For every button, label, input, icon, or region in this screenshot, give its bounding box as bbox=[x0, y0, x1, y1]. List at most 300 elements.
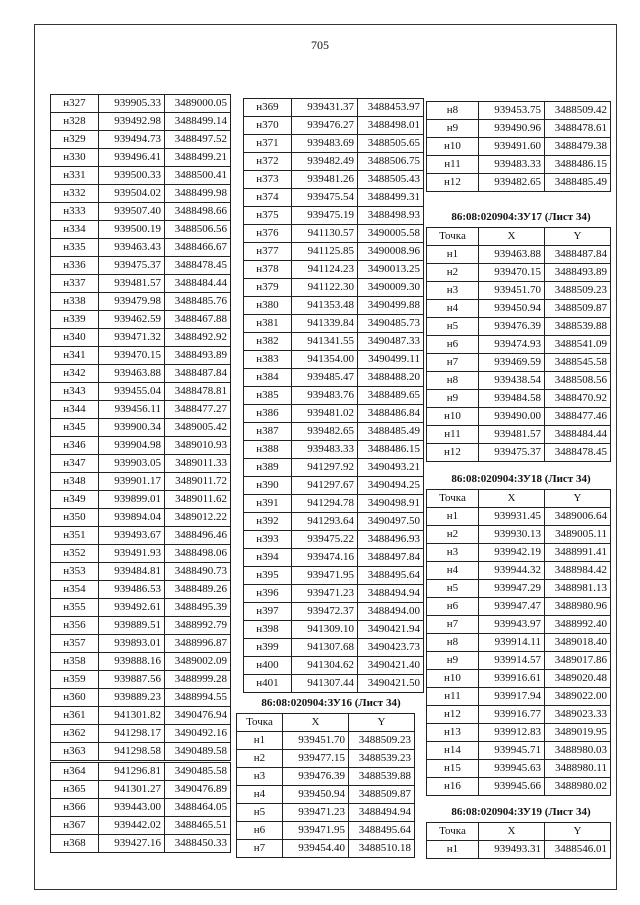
table-row bbox=[427, 526, 611, 544]
table-row bbox=[427, 652, 611, 670]
x-value: 939931.45 bbox=[479, 508, 545, 526]
zu16-header-point: Точка bbox=[237, 714, 283, 732]
point-label: н398 bbox=[244, 621, 292, 639]
point-label: н329 bbox=[51, 131, 99, 149]
y-value: 3488980.02 bbox=[545, 778, 611, 796]
table-row bbox=[237, 786, 415, 804]
x-value: 939456.11 bbox=[99, 401, 165, 419]
y-value: 3489018.40 bbox=[545, 634, 611, 652]
point-label: н14 bbox=[427, 742, 479, 760]
table-row bbox=[51, 437, 231, 455]
y-value: 3488478.45 bbox=[545, 444, 611, 462]
point-label: н6 bbox=[237, 822, 283, 840]
table-row bbox=[237, 840, 415, 858]
x-value: 941353.48 bbox=[292, 297, 358, 315]
point-label: н3 bbox=[427, 282, 479, 300]
table-row bbox=[237, 822, 415, 840]
point-label: н372 bbox=[244, 153, 292, 171]
y-value: 3488496.46 bbox=[165, 527, 231, 545]
x-value: 939500.19 bbox=[99, 221, 165, 239]
x-value: 941125.85 bbox=[292, 243, 358, 261]
table-row bbox=[51, 185, 231, 203]
table-row bbox=[51, 401, 231, 419]
x-value: 941294.78 bbox=[292, 495, 358, 513]
point-label: н386 bbox=[244, 405, 292, 423]
table-row bbox=[51, 617, 231, 635]
y-value: 3488980.96 bbox=[545, 598, 611, 616]
y-value: 3490487.33 bbox=[358, 333, 424, 351]
point-label: н343 bbox=[51, 383, 99, 401]
point-label: н395 bbox=[244, 567, 292, 585]
point-label: н370 bbox=[244, 117, 292, 135]
point-label: н376 bbox=[244, 225, 292, 243]
point-label: н354 bbox=[51, 581, 99, 599]
x-value: 939476.39 bbox=[479, 318, 545, 336]
point-label: н375 bbox=[244, 207, 292, 225]
table-row bbox=[427, 444, 611, 462]
table-row bbox=[244, 477, 424, 495]
table-row bbox=[427, 508, 611, 526]
x-value: 939493.31 bbox=[479, 841, 545, 859]
table-row bbox=[244, 495, 424, 513]
point-label: н359 bbox=[51, 671, 99, 689]
x-value: 941297.92 bbox=[292, 459, 358, 477]
table-row bbox=[244, 333, 424, 351]
point-label: н351 bbox=[51, 527, 99, 545]
y-value: 3488488.20 bbox=[358, 369, 424, 387]
point-label: н358 bbox=[51, 653, 99, 671]
x-value: 939504.02 bbox=[99, 185, 165, 203]
table-row bbox=[427, 688, 611, 706]
table-row bbox=[427, 724, 611, 742]
x-value: 939486.53 bbox=[99, 581, 165, 599]
table-row bbox=[51, 835, 231, 853]
point-label: н347 bbox=[51, 455, 99, 473]
table-row bbox=[51, 95, 231, 113]
table-row bbox=[51, 257, 231, 275]
y-value: 3488486.15 bbox=[358, 441, 424, 459]
y-value: 3488479.38 bbox=[545, 138, 611, 156]
y-value: 3489017.86 bbox=[545, 652, 611, 670]
x-value: 939914.57 bbox=[479, 652, 545, 670]
y-value: 3489006.64 bbox=[545, 508, 611, 526]
table-row bbox=[244, 243, 424, 261]
table-row bbox=[51, 383, 231, 401]
table-row bbox=[51, 725, 231, 743]
point-label: н12 bbox=[427, 706, 479, 724]
point-label: н394 bbox=[244, 549, 292, 567]
y-value: 3488539.88 bbox=[545, 318, 611, 336]
point-label: н11 bbox=[427, 426, 479, 444]
point-label: н3 bbox=[237, 768, 283, 786]
table-row bbox=[427, 390, 611, 408]
y-value: 3488539.88 bbox=[349, 768, 415, 786]
table-row bbox=[427, 300, 611, 318]
table-row bbox=[51, 599, 231, 617]
x-value: 939463.88 bbox=[99, 365, 165, 383]
y-value: 3489019.95 bbox=[545, 724, 611, 742]
x-value: 941301.27 bbox=[99, 781, 165, 799]
point-label: н344 bbox=[51, 401, 99, 419]
x-value: 939479.98 bbox=[99, 293, 165, 311]
y-value: 3488498.06 bbox=[165, 545, 231, 563]
x-value: 941297.67 bbox=[292, 477, 358, 495]
table-row bbox=[244, 351, 424, 369]
point-label: н330 bbox=[51, 149, 99, 167]
point-label: н11 bbox=[427, 688, 479, 706]
y-value: 3488465.51 bbox=[165, 817, 231, 835]
point-label: н399 bbox=[244, 639, 292, 657]
y-value: 3488499.14 bbox=[165, 113, 231, 131]
zu17-header-x: X bbox=[479, 228, 545, 246]
y-value: 3488509.23 bbox=[349, 732, 415, 750]
table-row bbox=[51, 329, 231, 347]
point-label: н333 bbox=[51, 203, 99, 221]
table-row bbox=[244, 117, 424, 135]
point-label: н11 bbox=[427, 156, 479, 174]
y-value: 3490009.30 bbox=[358, 279, 424, 297]
point-label: н6 bbox=[427, 336, 479, 354]
x-value: 939930.13 bbox=[479, 526, 545, 544]
x-value: 939481.26 bbox=[292, 171, 358, 189]
point-label: н353 bbox=[51, 563, 99, 581]
y-value: 3488477.46 bbox=[545, 408, 611, 426]
zu16-header-y: Y bbox=[349, 714, 415, 732]
point-label: н8 bbox=[427, 634, 479, 652]
table-row bbox=[51, 275, 231, 293]
x-value: 939916.77 bbox=[479, 706, 545, 724]
y-value: 3488545.58 bbox=[545, 354, 611, 372]
table-row bbox=[51, 311, 231, 329]
x-value: 941339.84 bbox=[292, 315, 358, 333]
point-label: н2 bbox=[427, 264, 479, 282]
y-value: 3488470.92 bbox=[545, 390, 611, 408]
y-value: 3488484.44 bbox=[545, 426, 611, 444]
zu19-header-x: X bbox=[479, 823, 545, 841]
y-value: 3490499.88 bbox=[358, 297, 424, 315]
zu19-title: 86:08:020904:ЗУ19 (Лист 34) bbox=[451, 806, 591, 818]
table-row bbox=[427, 841, 611, 859]
x-value: 939475.19 bbox=[292, 207, 358, 225]
y-value: 3488487.84 bbox=[545, 246, 611, 264]
x-value: 939893.01 bbox=[99, 635, 165, 653]
x-value: 939945.71 bbox=[479, 742, 545, 760]
y-value: 3488980.03 bbox=[545, 742, 611, 760]
point-label: н327 bbox=[51, 95, 99, 113]
point-label: н342 bbox=[51, 365, 99, 383]
point-label: н365 bbox=[51, 781, 99, 799]
point-label: н357 bbox=[51, 635, 99, 653]
coord-table-col1-top bbox=[50, 94, 231, 761]
y-value: 3488486.84 bbox=[358, 405, 424, 423]
table-row bbox=[244, 207, 424, 225]
x-value: 939470.15 bbox=[99, 347, 165, 365]
y-value: 3489011.72 bbox=[165, 473, 231, 491]
point-label: н7 bbox=[427, 616, 479, 634]
x-value: 941304.62 bbox=[292, 657, 358, 675]
table-row bbox=[427, 102, 611, 120]
zu16-title: 86:08:020904:ЗУ16 (Лист 34) bbox=[261, 697, 401, 709]
point-label: н383 bbox=[244, 351, 292, 369]
table-row bbox=[427, 616, 611, 634]
x-value: 939947.47 bbox=[479, 598, 545, 616]
y-value: 3488489.65 bbox=[358, 387, 424, 405]
x-value: 939945.63 bbox=[479, 760, 545, 778]
x-value: 939474.16 bbox=[292, 549, 358, 567]
table-row bbox=[51, 527, 231, 545]
point-label: н352 bbox=[51, 545, 99, 563]
point-label: н10 bbox=[427, 408, 479, 426]
point-label: н373 bbox=[244, 171, 292, 189]
y-value: 3488981.13 bbox=[545, 580, 611, 598]
point-label: н1 bbox=[237, 732, 283, 750]
x-value: 939427.16 bbox=[99, 835, 165, 853]
x-value: 941130.57 bbox=[292, 225, 358, 243]
point-label: н5 bbox=[427, 580, 479, 598]
table-row bbox=[244, 459, 424, 477]
table-row bbox=[427, 372, 611, 390]
point-label: н335 bbox=[51, 239, 99, 257]
point-label: н5 bbox=[237, 804, 283, 822]
point-label: н13 bbox=[427, 724, 479, 742]
x-value: 939471.23 bbox=[283, 804, 349, 822]
table-row bbox=[237, 732, 415, 750]
point-label: н1 bbox=[427, 508, 479, 526]
table-row bbox=[427, 318, 611, 336]
x-value: 939917.94 bbox=[479, 688, 545, 706]
table-row bbox=[427, 174, 611, 192]
table-row bbox=[244, 441, 424, 459]
x-value: 939455.04 bbox=[99, 383, 165, 401]
x-value: 939905.33 bbox=[99, 95, 165, 113]
y-value: 3488466.67 bbox=[165, 239, 231, 257]
x-value: 939492.61 bbox=[99, 599, 165, 617]
point-label: н349 bbox=[51, 491, 99, 509]
y-value: 3490013.25 bbox=[358, 261, 424, 279]
x-value: 939463.43 bbox=[99, 239, 165, 257]
y-value: 3488498.01 bbox=[358, 117, 424, 135]
y-value: 3490499.11 bbox=[358, 351, 424, 369]
y-value: 3490497.50 bbox=[358, 513, 424, 531]
zu18-table bbox=[426, 489, 611, 796]
x-value: 939485.47 bbox=[292, 369, 358, 387]
table-row bbox=[244, 153, 424, 171]
x-value: 939443.00 bbox=[99, 799, 165, 817]
x-value: 939889.51 bbox=[99, 617, 165, 635]
table-row bbox=[51, 581, 231, 599]
zu18-header-x: X bbox=[479, 490, 545, 508]
point-label: н12 bbox=[427, 444, 479, 462]
x-value: 939471.23 bbox=[292, 585, 358, 603]
zu17-header-y: Y bbox=[545, 228, 611, 246]
table-row bbox=[51, 347, 231, 365]
point-label: н2 bbox=[237, 750, 283, 768]
y-value: 3488495.39 bbox=[165, 599, 231, 617]
point-label: н328 bbox=[51, 113, 99, 131]
x-value: 939470.15 bbox=[479, 264, 545, 282]
y-value: 3488508.56 bbox=[545, 372, 611, 390]
point-label: н339 bbox=[51, 311, 99, 329]
y-value: 3489020.48 bbox=[545, 670, 611, 688]
x-value: 941122.30 bbox=[292, 279, 358, 297]
x-value: 939889.23 bbox=[99, 689, 165, 707]
y-value: 3488497.84 bbox=[358, 549, 424, 567]
y-value: 3490489.58 bbox=[165, 743, 231, 761]
zu18-header-point: Точка bbox=[427, 490, 479, 508]
y-value: 3489005.42 bbox=[165, 419, 231, 437]
x-value: 939484.58 bbox=[479, 390, 545, 408]
x-value: 939888.16 bbox=[99, 653, 165, 671]
x-value: 939472.37 bbox=[292, 603, 358, 621]
y-value: 3488499.31 bbox=[358, 189, 424, 207]
point-label: н10 bbox=[427, 670, 479, 688]
table-row bbox=[51, 203, 231, 221]
point-label: н368 bbox=[51, 835, 99, 853]
point-label: н350 bbox=[51, 509, 99, 527]
table-row bbox=[427, 562, 611, 580]
table-row bbox=[51, 293, 231, 311]
point-label: н397 bbox=[244, 603, 292, 621]
table-row bbox=[51, 635, 231, 653]
y-value: 3488541.09 bbox=[545, 336, 611, 354]
point-label: н9 bbox=[427, 652, 479, 670]
y-value: 3489011.62 bbox=[165, 491, 231, 509]
point-label: н381 bbox=[244, 315, 292, 333]
table-row bbox=[51, 653, 231, 671]
x-value: 939947.29 bbox=[479, 580, 545, 598]
y-value: 3488494.94 bbox=[349, 804, 415, 822]
y-value: 3488509.87 bbox=[349, 786, 415, 804]
table-row bbox=[244, 603, 424, 621]
table-row bbox=[427, 778, 611, 796]
table-row bbox=[427, 246, 611, 264]
table-row bbox=[244, 423, 424, 441]
point-label: н390 bbox=[244, 477, 292, 495]
table-row bbox=[51, 167, 231, 185]
point-label: н10 bbox=[427, 138, 479, 156]
table-row bbox=[427, 354, 611, 372]
x-value: 939490.00 bbox=[479, 408, 545, 426]
x-value: 939462.59 bbox=[99, 311, 165, 329]
table-row bbox=[237, 804, 415, 822]
table-row bbox=[51, 131, 231, 149]
table-row bbox=[244, 171, 424, 189]
y-value: 3490498.91 bbox=[358, 495, 424, 513]
x-value: 939463.88 bbox=[479, 246, 545, 264]
x-value: 939475.37 bbox=[479, 444, 545, 462]
y-value: 3488498.93 bbox=[358, 207, 424, 225]
point-label: н369 bbox=[244, 99, 292, 117]
point-label: н4 bbox=[237, 786, 283, 804]
x-value: 939490.96 bbox=[479, 120, 545, 138]
point-label: н331 bbox=[51, 167, 99, 185]
y-value: 3490421.40 bbox=[358, 657, 424, 675]
point-label: н363 bbox=[51, 743, 99, 761]
y-value: 3490492.16 bbox=[165, 725, 231, 743]
point-label: н389 bbox=[244, 459, 292, 477]
y-value: 3490485.73 bbox=[358, 315, 424, 333]
y-value: 3488992.79 bbox=[165, 617, 231, 635]
y-value: 3488493.89 bbox=[545, 264, 611, 282]
x-value: 939903.05 bbox=[99, 455, 165, 473]
x-value: 939475.54 bbox=[292, 189, 358, 207]
table-row bbox=[427, 598, 611, 616]
table-row bbox=[427, 138, 611, 156]
y-value: 3488494.94 bbox=[358, 585, 424, 603]
table-row bbox=[244, 189, 424, 207]
y-value: 3489000.05 bbox=[165, 95, 231, 113]
table-row bbox=[51, 781, 231, 799]
point-label: н377 bbox=[244, 243, 292, 261]
y-value: 3488506.56 bbox=[165, 221, 231, 239]
table-row bbox=[244, 549, 424, 567]
x-value: 939914.11 bbox=[479, 634, 545, 652]
point-label: н387 bbox=[244, 423, 292, 441]
y-value: 3488510.18 bbox=[349, 840, 415, 858]
point-label: н384 bbox=[244, 369, 292, 387]
table-row bbox=[427, 706, 611, 724]
y-value: 3490005.58 bbox=[358, 225, 424, 243]
point-label: н3 bbox=[427, 544, 479, 562]
x-value: 939481.57 bbox=[99, 275, 165, 293]
table-row bbox=[427, 408, 611, 426]
y-value: 3490476.94 bbox=[165, 707, 231, 725]
point-label: н382 bbox=[244, 333, 292, 351]
x-value: 939438.54 bbox=[479, 372, 545, 390]
point-label: н1 bbox=[427, 246, 479, 264]
y-value: 3490008.96 bbox=[358, 243, 424, 261]
y-value: 3488509.23 bbox=[545, 282, 611, 300]
x-value: 939916.61 bbox=[479, 670, 545, 688]
point-label: н366 bbox=[51, 799, 99, 817]
x-value: 939901.17 bbox=[99, 473, 165, 491]
zu18-title: 86:08:020904:ЗУ18 (Лист 34) bbox=[451, 473, 591, 485]
point-label: н364 bbox=[51, 763, 99, 781]
y-value: 3488996.87 bbox=[165, 635, 231, 653]
y-value: 3488506.75 bbox=[358, 153, 424, 171]
table-row bbox=[244, 585, 424, 603]
table-row bbox=[244, 369, 424, 387]
x-value: 939899.01 bbox=[99, 491, 165, 509]
x-value: 939482.65 bbox=[292, 423, 358, 441]
y-value: 3488509.42 bbox=[545, 102, 611, 120]
x-value: 939469.59 bbox=[479, 354, 545, 372]
x-value: 939943.97 bbox=[479, 616, 545, 634]
table-row bbox=[244, 657, 424, 675]
x-value: 941354.00 bbox=[292, 351, 358, 369]
y-value: 3488991.41 bbox=[545, 544, 611, 562]
zu18-header-y: Y bbox=[545, 490, 611, 508]
table-row bbox=[427, 544, 611, 562]
x-value: 939483.33 bbox=[292, 441, 358, 459]
point-label: н5 bbox=[427, 318, 479, 336]
point-label: н8 bbox=[427, 372, 479, 390]
coord-table-col3-top bbox=[426, 101, 611, 192]
point-label: н379 bbox=[244, 279, 292, 297]
table-row bbox=[427, 742, 611, 760]
x-value: 939482.65 bbox=[479, 174, 545, 192]
table-row bbox=[427, 580, 611, 598]
x-value: 939887.56 bbox=[99, 671, 165, 689]
point-label: н2 bbox=[427, 526, 479, 544]
x-value: 939481.57 bbox=[479, 426, 545, 444]
table-row bbox=[244, 225, 424, 243]
point-label: н9 bbox=[427, 120, 479, 138]
point-label: н16 bbox=[427, 778, 479, 796]
point-label: н355 bbox=[51, 599, 99, 617]
x-value: 939500.33 bbox=[99, 167, 165, 185]
point-label: н9 bbox=[427, 390, 479, 408]
